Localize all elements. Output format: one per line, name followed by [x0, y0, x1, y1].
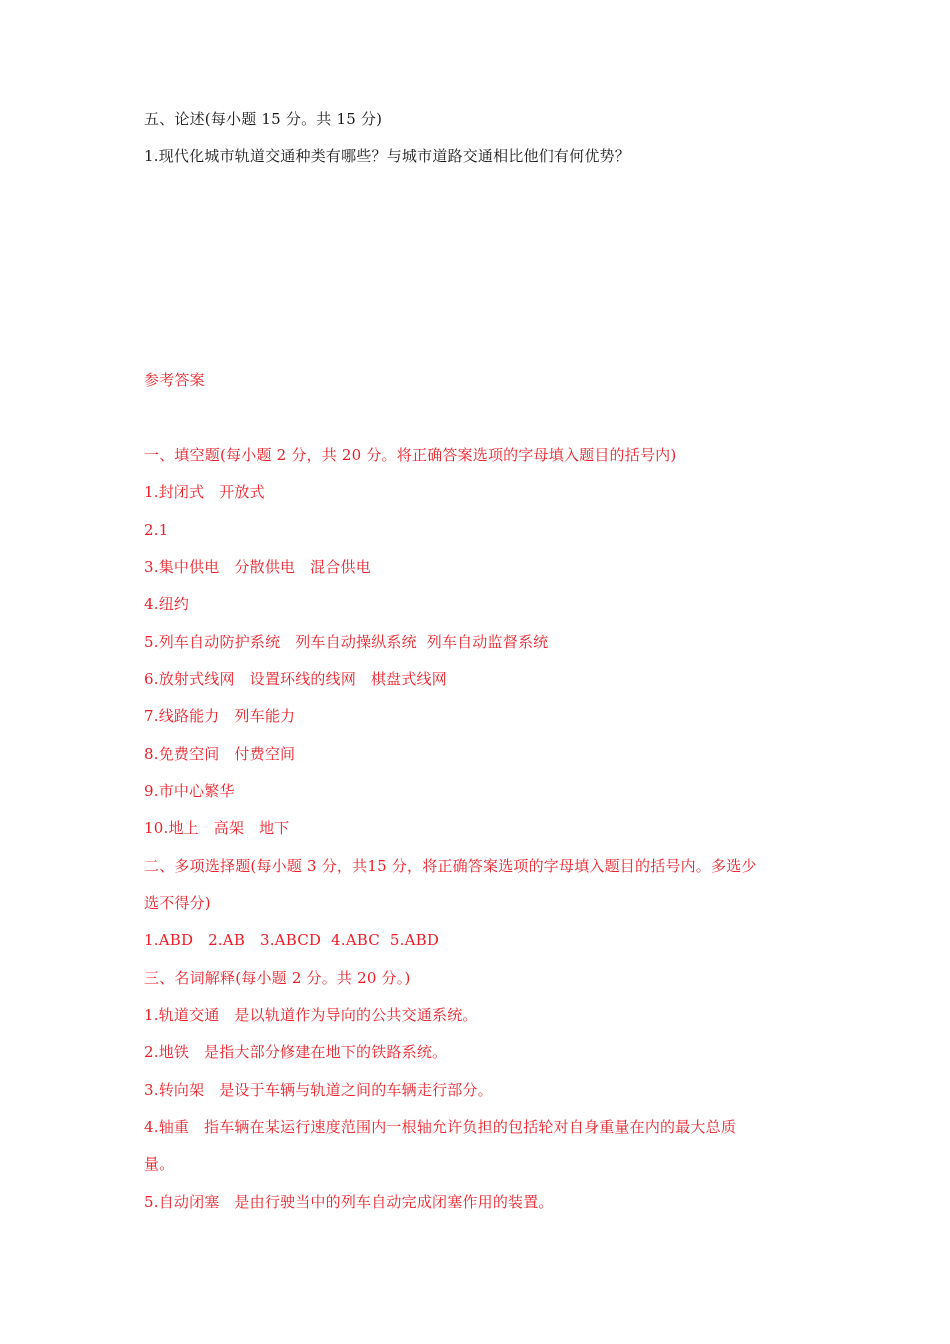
fill-blank-answer-1: 1.封闭式 开放式 [144, 483, 265, 501]
terms-heading: 三、名词解释(每小题 2 分。共 20 分。) [144, 969, 411, 987]
essay-section-heading: 五、论述(每小题 15 分。共 15 分) [144, 110, 383, 128]
multiple-choice-heading-line-1: 二、多项选择题(每小题 3 分，共15 分，将正确答案选项的字母填入题目的括号内。多选少 [144, 857, 757, 875]
fill-blank-answer-6: 6.放射式线网 设置环线的线网 棋盘式线网 [144, 670, 447, 688]
fill-blank-answer-3: 3.集中供电 分散供电 混合供电 [144, 558, 371, 576]
term-answer-2: 2.地铁 是指大部分修建在地下的铁路系统。 [144, 1043, 448, 1061]
answers-title: 参考答案 [144, 371, 205, 389]
fill-blank-answer-9: 9.市中心繁华 [144, 782, 235, 800]
term-answer-4: 4.轴重 指车辆在某运行速度范围内一根轴允许负担的包括轮对自身重量在内的最大总质 [144, 1118, 737, 1136]
fill-blank-answer-2: 2.1 [144, 521, 169, 539]
multiple-choice-answers: 1.ABD 2.AB 3.ABCD 4.ABC 5.ABD [144, 931, 440, 949]
fill-blank-heading: 一、填空题(每小题 2 分，共 20 分。将正确答案选项的字母填入题目的括号内) [144, 446, 677, 464]
fill-blank-answer-10: 10.地上 高架 地下 [144, 819, 290, 837]
term-answer-4-continued: 量。 [144, 1155, 175, 1173]
fill-blank-answer-7: 7.线路能力 列车能力 [144, 707, 296, 725]
multiple-choice-heading-line-2: 选不得分) [144, 894, 211, 912]
essay-question: 1.现代化城市轨道交通种类有哪些？与城市道路交通相比他们有何优势？ [144, 147, 630, 165]
term-answer-5: 5.自动闭塞 是由行驶当中的列车自动完成闭塞作用的装置。 [144, 1193, 554, 1211]
fill-blank-answer-8: 8.免费空间 付费空间 [144, 745, 296, 763]
term-answer-3: 3.转向架 是设于车辆与轨道之间的车辆走行部分。 [144, 1081, 493, 1099]
term-answer-1: 1.轨道交通 是以轨道作为导向的公共交通系统。 [144, 1006, 478, 1024]
fill-blank-answer-5: 5.列车自动防护系统 列车自动操纵系统 列车自动监督系统 [144, 633, 549, 651]
fill-blank-answer-4: 4.纽约 [144, 595, 190, 613]
